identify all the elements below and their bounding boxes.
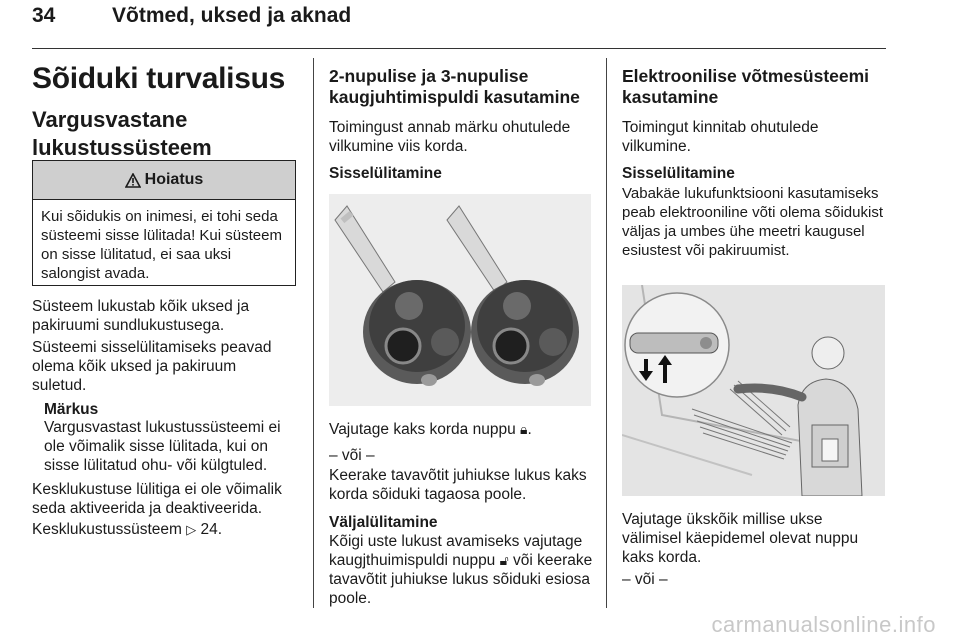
paragraph: Süsteem lukustab kõik uksed ja pakiruumi sundlukustusega. — [32, 298, 250, 334]
section-title: Sõiduki turvalisus — [32, 62, 285, 95]
subsection-title: Vargusvastane lukustussüsteem — [32, 107, 212, 160]
note-text: Vargusvastast lukustussüsteemi ei ole võimalik sisse lülitada, kui on sisse lülitatud ohu- või külgtuled. — [44, 419, 281, 474]
page-number: 34 — [32, 4, 56, 27]
header-divider — [32, 48, 886, 49]
trunk-button — [431, 328, 459, 356]
trunk-button — [539, 328, 567, 356]
unlock-text: Kõigi uste lukust avamiseks vajutage kaugjthuimispuldi nuppu — [329, 533, 583, 569]
column-heading: 2-nupulise ja 3-nupulise kaugjuhtimispuldi kasutamine — [329, 66, 580, 107]
paragraph: Toimingut kinnitab ohutulede vilkumine. — [622, 119, 819, 155]
warning-label: Hoiatus — [144, 171, 204, 188]
subheading: Sisselülitamine — [622, 165, 735, 182]
paragraph: Vajutage kaks korda nuppu 🔒︎. — [329, 421, 532, 438]
unlock-button — [395, 292, 423, 320]
paragraph: Toimingust annab märku ohutulede vilkumine viis korda. — [329, 119, 571, 155]
reference-page[interactable]: 24. — [200, 521, 223, 538]
or-separator: – või – — [329, 447, 375, 464]
warning-box — [32, 160, 296, 286]
or-separator: – või – — [622, 571, 668, 588]
warning-text: Kui sõidukis on inimesi, ei tohi seda süsteemi sisse lülitada! Kui süsteem on sisse lülitatud, ei saa uksi salongist avada. — [41, 208, 282, 282]
cross-reference — [32, 520, 294, 539]
subheading: Väljalülitamine — [329, 514, 438, 531]
subheading: Sisselülitamine — [329, 165, 442, 182]
warning-header — [33, 161, 295, 200]
paragraph: Vajutage ükskõik millise ukse välimisel käepidemel olevat nuppu kaks korda. — [622, 511, 859, 566]
note-title: Märkus — [44, 401, 99, 418]
reference-text: Kesklukustussüsteem — [32, 521, 182, 538]
column-divider — [313, 58, 314, 608]
paragraph: Vabakäe lukufunktsiooni kasutamiseks peab elektrooniline võti olema sõidukist väljas ja umbes ühe meetri kaugusel esiustest või pakiruumist. — [622, 185, 883, 259]
warning-triangle-icon — [125, 173, 141, 188]
remote-keys-illustration — [329, 194, 591, 406]
column-heading: Elektroonilise võtmesüsteemi kasutamine — [622, 66, 870, 107]
key-in-pocket — [822, 439, 838, 461]
reference-arrow-icon: ▷ — [186, 522, 197, 537]
paragraph: Süsteemi sisselülitamiseks peavad olema kõik uksed ja pakiruum suletud. — [32, 339, 272, 394]
lock-button — [494, 329, 528, 363]
hands-free-illustration — [622, 285, 885, 496]
chapter-title: Võtmed, uksed ja aknad — [112, 4, 352, 27]
paragraph — [329, 532, 601, 608]
unlock-text-cont: või keerake tavavõtit juhiukse lukus sõiduki esiosa poole. — [329, 552, 593, 607]
press-text: Vajutage kaks korda nuppu — [329, 421, 516, 438]
paragraph: Keerake tavavõtit juhiukse lukus kaks korda sõiduki tagaosa poole. — [329, 467, 587, 503]
watermark: carmanualsonline.info — [711, 612, 936, 637]
lock-button — [386, 329, 420, 363]
unlock-button — [503, 292, 531, 320]
column-divider — [606, 58, 607, 608]
unlock-icon: 🔓︎ — [499, 552, 509, 568]
lock-icon: 🔒︎ — [520, 421, 528, 437]
paragraph: Kesklukustuse lülitiga ei ole võimalik seda aktiveerida ja deaktiveerida. — [32, 481, 282, 517]
